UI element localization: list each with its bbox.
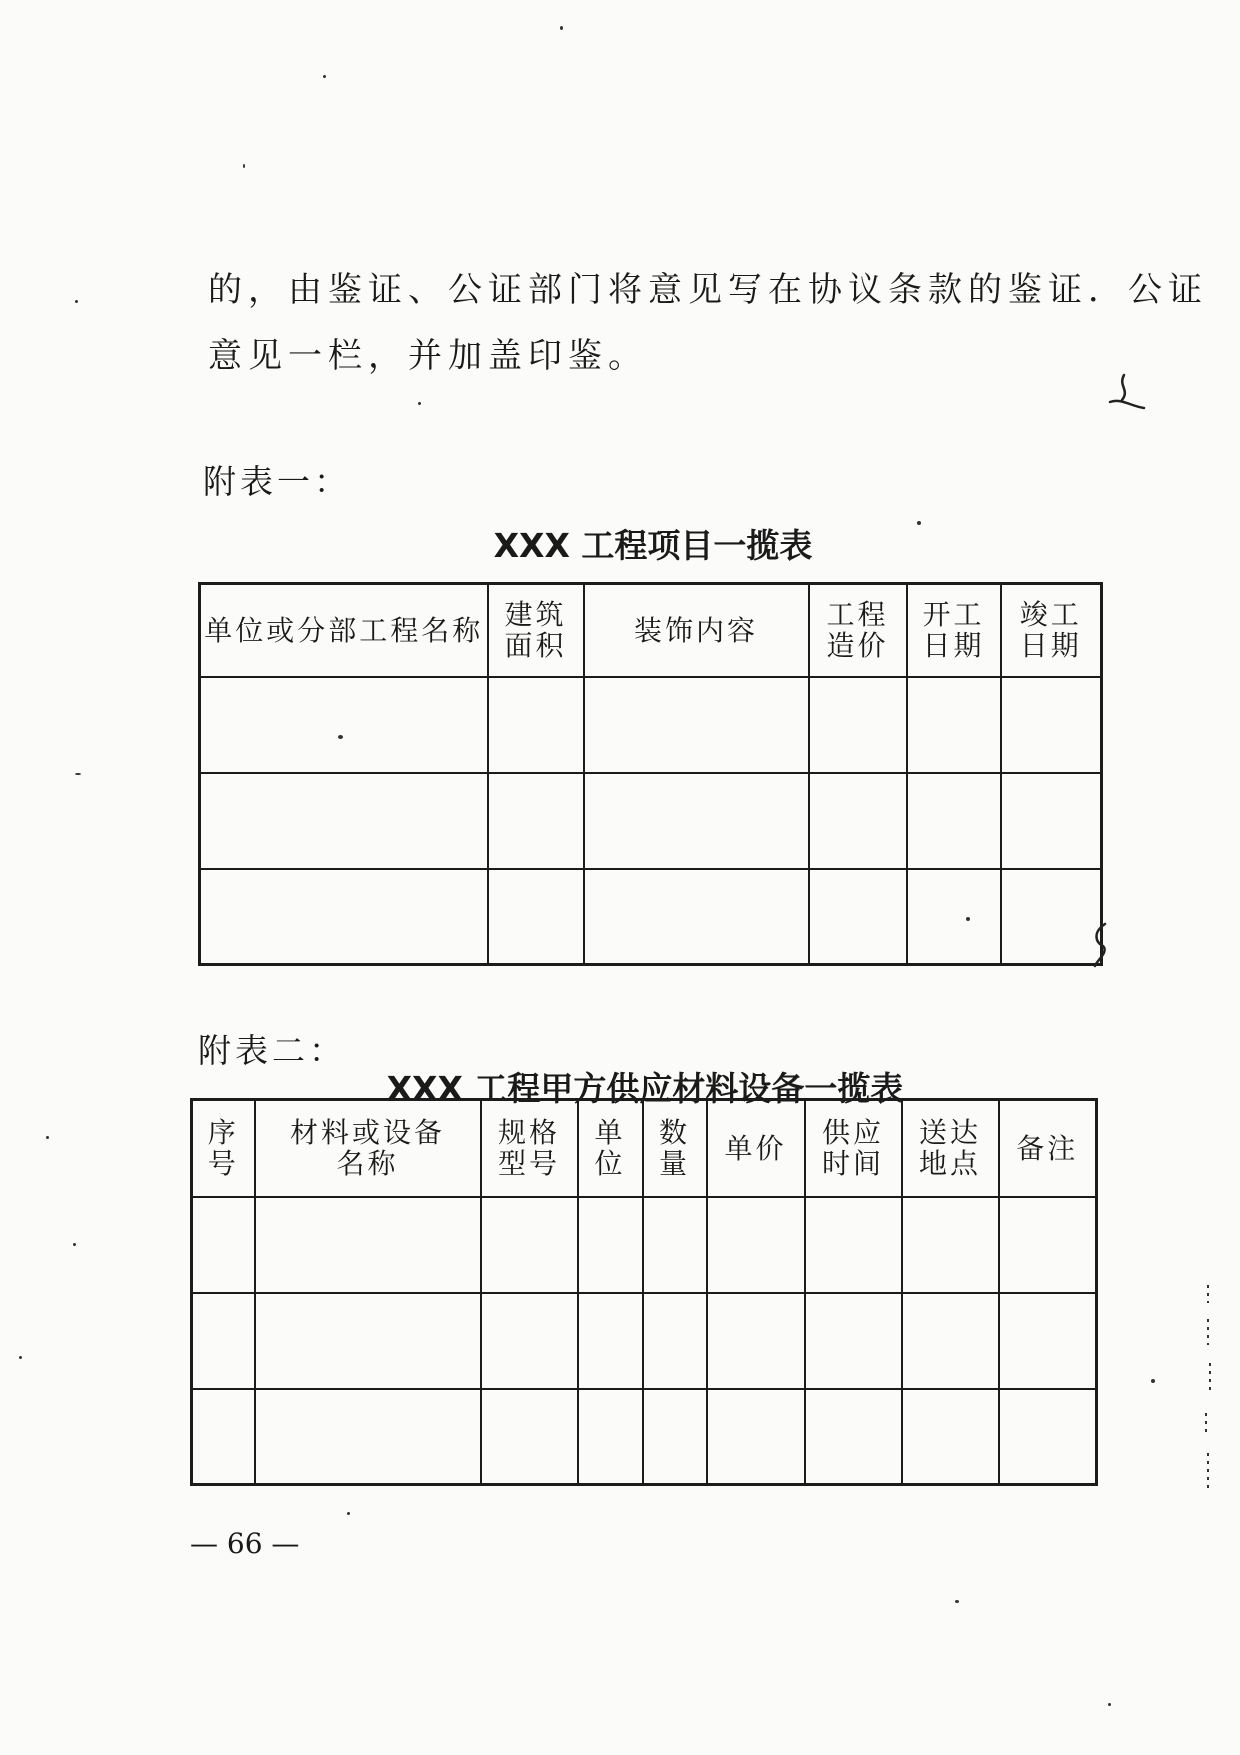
table2-cell	[643, 1389, 707, 1485]
scan-speck	[955, 1600, 959, 1603]
table2-header-quantity: 数量	[643, 1100, 707, 1197]
scan-speck	[560, 26, 563, 30]
page-number: — 66 —	[190, 1527, 300, 1560]
pen-mark	[1085, 920, 1115, 970]
table1-cell	[488, 677, 584, 773]
table2-label: 附表二：	[198, 1031, 346, 1070]
table2-cell	[578, 1197, 643, 1293]
table2-cell	[192, 1293, 255, 1389]
scan-speck	[19, 1356, 22, 1359]
table2-cell	[902, 1389, 999, 1485]
table1-header-completion-date: 竣工日期	[1001, 584, 1102, 677]
scan-speck	[338, 735, 343, 739]
table2-cell	[643, 1197, 707, 1293]
table1-row	[200, 773, 1102, 869]
table2-cell	[643, 1293, 707, 1389]
table2-cell	[902, 1293, 999, 1389]
paragraph-line-1: 的，由鉴证、公证部门将意见写在协议条款的鉴证．公证	[208, 270, 1208, 310]
table1-project-overview	[198, 582, 1103, 966]
table2-cell	[999, 1293, 1097, 1389]
table1-header-floor-area: 建筑面积	[488, 584, 584, 677]
table2-header-remarks: 备注	[999, 1100, 1097, 1197]
binding-edge-marks	[1198, 1285, 1218, 1495]
table2-header-serial-number: 序号	[192, 1100, 255, 1197]
scan-speck	[347, 1512, 350, 1515]
table1-cell	[200, 677, 488, 773]
table2-cell	[999, 1389, 1097, 1485]
paragraph-line-2: 意见一栏，并加盖印鉴。	[208, 336, 648, 376]
table1-header-unit-name: 单位或分部工程名称	[200, 584, 488, 677]
scan-speck	[46, 1136, 49, 1139]
table2-header-material-name: 材料或设备名称	[255, 1100, 481, 1197]
table2-cell	[481, 1197, 578, 1293]
pen-mark	[1100, 372, 1150, 412]
table1-cell	[584, 869, 809, 965]
scan-speck	[917, 521, 921, 525]
table1-cell	[907, 869, 1001, 965]
scan-speck	[75, 300, 78, 303]
table2-cell	[192, 1197, 255, 1293]
table1-cell	[1001, 773, 1102, 869]
table2-title: XXX 工程甲方供应材料设备一揽表	[386, 1069, 904, 1108]
table2-header-specification: 规格型号	[481, 1100, 578, 1197]
table1-header-project-cost: 工程造价	[809, 584, 907, 677]
table2-supplied-materials	[190, 1098, 1098, 1486]
table2-cell	[255, 1197, 481, 1293]
table2-cell	[707, 1293, 805, 1389]
table2-cell	[707, 1197, 805, 1293]
scan-speck	[323, 75, 326, 78]
table2-cell	[999, 1197, 1097, 1293]
table2-row	[192, 1197, 1097, 1293]
table1-label: 附表一：	[203, 462, 351, 501]
table2-cell	[578, 1389, 643, 1485]
scan-speck	[75, 773, 81, 775]
scan-speck	[418, 402, 421, 405]
table2-cell	[255, 1293, 481, 1389]
scan-speck	[966, 917, 970, 921]
table2-cell	[902, 1197, 999, 1293]
table1-cell	[809, 773, 907, 869]
table1-cell	[584, 677, 809, 773]
table2-header-unit-price: 单价	[707, 1100, 805, 1197]
scan-speck	[1151, 1379, 1155, 1383]
table2-cell	[192, 1389, 255, 1485]
scan-speck	[73, 1243, 76, 1246]
table1-cell	[488, 869, 584, 965]
table1-header-start-date: 开工日期	[907, 584, 1001, 677]
table2-cell	[578, 1293, 643, 1389]
table2-header-row	[192, 1100, 1097, 1197]
scan-speck	[243, 164, 245, 168]
table1-cell	[200, 869, 488, 965]
table1-cell	[200, 773, 488, 869]
table2-header-unit: 单位	[578, 1100, 643, 1197]
table1-cell	[584, 773, 809, 869]
table1-title: XXX 工程项目一揽表	[493, 526, 813, 565]
table1-header-decoration-content: 装饰内容	[584, 584, 809, 677]
table2-cell	[255, 1389, 481, 1485]
table2-cell	[481, 1389, 578, 1485]
table1-cell	[907, 773, 1001, 869]
table1-cell	[907, 677, 1001, 773]
table2-cell	[805, 1293, 902, 1389]
table1-cell	[809, 869, 907, 965]
table1-cell	[1001, 677, 1102, 773]
table1-cell	[809, 677, 907, 773]
table2-row	[192, 1293, 1097, 1389]
table2-row	[192, 1389, 1097, 1485]
table1-cell	[488, 773, 584, 869]
table2-header-delivery-location: 送达地点	[902, 1100, 999, 1197]
scan-speck	[1108, 1703, 1111, 1706]
table1-row	[200, 677, 1102, 773]
table2-cell	[707, 1389, 805, 1485]
table2-cell	[481, 1293, 578, 1389]
table1-header-row	[200, 584, 1102, 677]
table2-cell	[805, 1389, 902, 1485]
table2-header-supply-time: 供应时间	[805, 1100, 902, 1197]
table2-cell	[805, 1197, 902, 1293]
